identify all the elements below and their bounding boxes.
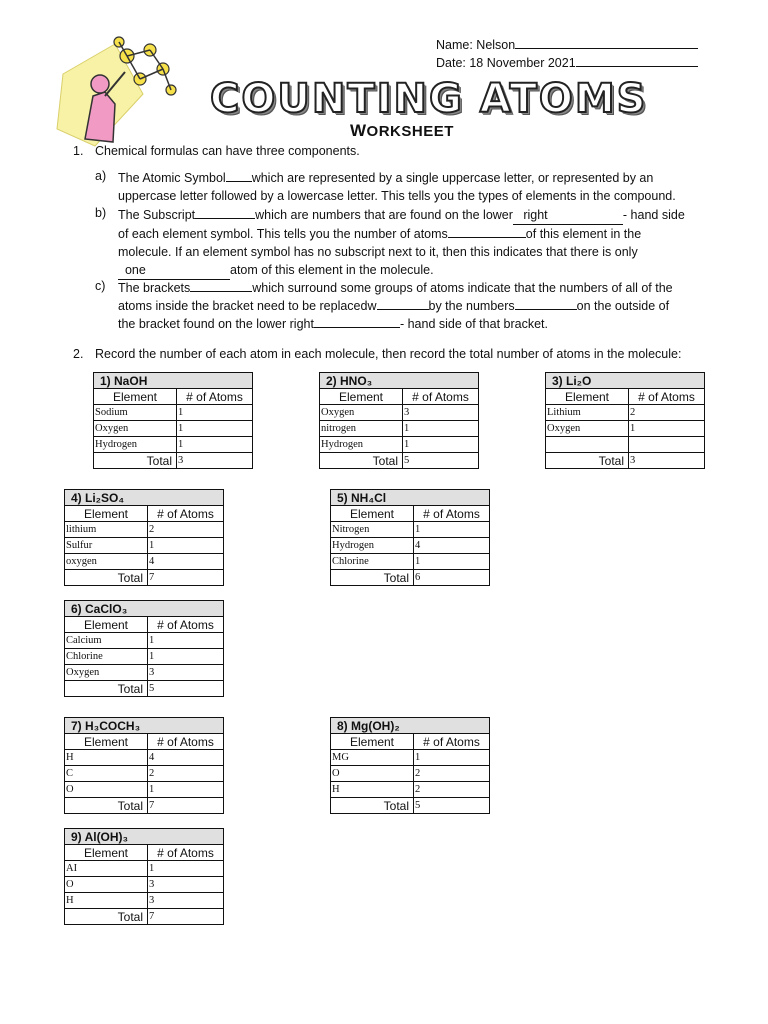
column-header-row [320, 389, 479, 405]
total-cell[interactable]: 6 [414, 570, 490, 586]
table-title-row [546, 373, 705, 389]
total-cell[interactable]: 3 [177, 453, 253, 469]
element-cell[interactable]: MG [331, 750, 414, 766]
count-column-header: # of Atoms [148, 845, 224, 861]
total-cell[interactable]: 5 [403, 453, 479, 469]
atom-table [64, 489, 224, 586]
molecule-formula: Mg(OH)₂ [351, 718, 400, 733]
total-cell[interactable]: 7 [148, 798, 224, 814]
total-cell[interactable]: 5 [148, 681, 224, 697]
molecule-title [65, 601, 224, 617]
molecule-title [65, 490, 224, 506]
count-cell[interactable]: 1 [177, 405, 253, 421]
count-cell[interactable]: 3 [148, 893, 224, 909]
table-row [331, 750, 490, 766]
count-cell[interactable]: 2 [148, 522, 224, 538]
element-column-header: Element [546, 389, 629, 405]
q1c-blank-1[interactable] [190, 291, 252, 292]
table-row [94, 405, 253, 421]
table-row [65, 766, 224, 782]
table-row [546, 405, 705, 421]
q1a-letter: a) [95, 169, 107, 183]
molecule-number: 3) [552, 373, 563, 388]
q1c-letter: c) [95, 279, 106, 293]
atom-table [330, 489, 490, 586]
total-label: Total [331, 798, 414, 814]
molecule-number: 6) [71, 601, 82, 616]
table-title-row [331, 718, 490, 734]
total-row [94, 453, 253, 469]
table-title-row [320, 373, 479, 389]
atom-table [64, 717, 224, 814]
total-row [65, 681, 224, 697]
molecule-title [331, 718, 490, 734]
element-column-header: Element [94, 389, 177, 405]
molecule-formula: Al(OH)₃ [84, 829, 129, 844]
element-column-header: Element [65, 734, 148, 750]
total-label: Total [65, 681, 148, 697]
table-title-row [65, 829, 224, 845]
element-cell[interactable]: Hydrogen [331, 538, 414, 554]
count-column-header: # of Atoms [177, 389, 253, 405]
count-cell[interactable]: 1 [414, 554, 490, 570]
molecule-number: 8) [337, 718, 348, 733]
element-cell[interactable]: H [65, 893, 148, 909]
atom-table [330, 717, 490, 814]
molecule-formula: CaClO₃ [85, 601, 128, 616]
table-row [65, 649, 224, 665]
molecule-number: 9) [71, 829, 82, 844]
element-cell[interactable]: O [65, 782, 148, 798]
table-title-row [65, 490, 224, 506]
element-column-header: Element [65, 617, 148, 633]
table-title-row [94, 373, 253, 389]
q1-text: Chemical formulas can have three components. [95, 144, 360, 158]
total-label: Total [65, 909, 148, 925]
table-row [65, 522, 224, 538]
table-row [331, 782, 490, 798]
q1a-text: The Atomic Symbol which are represented by a single uppercase letter, or represented by an uppercase letter followed by a lowercase letter. This tells you the types of elements in the compound. [118, 171, 676, 203]
molecule-formula: NH₄Cl [351, 490, 387, 505]
element-cell[interactable]: Chlorine [331, 554, 414, 570]
element-cell[interactable]: Hydrogen [94, 437, 177, 453]
table-row [65, 877, 224, 893]
molecule-number: 5) [337, 490, 348, 505]
count-column-header: # of Atoms [148, 506, 224, 522]
total-row [65, 570, 224, 586]
element-cell[interactable]: Oxygen [94, 421, 177, 437]
table-row [65, 782, 224, 798]
element-column-header: Element [65, 506, 148, 522]
worksheet-subtitle: WORKSHEET [350, 121, 454, 140]
count-cell[interactable]: 3 [148, 665, 224, 681]
count-cell[interactable]: 1 [148, 782, 224, 798]
table-row [65, 633, 224, 649]
column-header-row [65, 617, 224, 633]
table-row [331, 538, 490, 554]
table-row [320, 437, 479, 453]
total-row [65, 909, 224, 925]
column-header-row [65, 734, 224, 750]
table-row [331, 522, 490, 538]
total-label: Total [94, 453, 177, 469]
molecule-formula: Li₂O [566, 373, 592, 388]
element-cell[interactable]: Oxygen [546, 421, 629, 437]
q1-number: 1. [73, 144, 84, 158]
table-row [65, 554, 224, 570]
table-row [65, 893, 224, 909]
count-cell[interactable]: 1 [148, 649, 224, 665]
q1b-blank-2[interactable] [448, 237, 526, 238]
molecule-formula: Li₂SO₄ [85, 490, 125, 505]
total-label: Total [65, 570, 148, 586]
element-cell[interactable]: O [65, 877, 148, 893]
molecule-title [546, 373, 705, 389]
total-cell[interactable]: 7 [148, 570, 224, 586]
name-label: Name: Nelson [436, 38, 516, 52]
table-row [331, 766, 490, 782]
element-cell[interactable]: oxygen [65, 554, 148, 570]
count-cell[interactable]: 2 [414, 782, 490, 798]
molecule-formula: H₃COCH₃ [85, 718, 141, 733]
element-cell[interactable]: Chlorine [65, 649, 148, 665]
total-row [65, 798, 224, 814]
table-row [94, 421, 253, 437]
count-column-header: # of Atoms [414, 506, 490, 522]
count-column-header: # of Atoms [414, 734, 490, 750]
total-label: Total [331, 570, 414, 586]
table-row [65, 750, 224, 766]
count-cell[interactable]: 2 [629, 405, 705, 421]
table-row [94, 437, 253, 453]
count-column-header: # of Atoms [148, 734, 224, 750]
element-column-header: Element [331, 506, 414, 522]
q1b-letter: b) [95, 206, 107, 220]
total-label: Total [65, 798, 148, 814]
column-header-row [331, 734, 490, 750]
count-cell[interactable]: 1 [414, 522, 490, 538]
molecule-number: 4) [71, 490, 82, 505]
name-line [436, 36, 706, 52]
count-cell[interactable] [629, 437, 705, 453]
total-label: Total [546, 453, 629, 469]
total-row [331, 798, 490, 814]
count-cell[interactable]: 1 [148, 861, 224, 877]
table-row [65, 861, 224, 877]
q2-number: 2. [73, 347, 84, 361]
table-row [65, 665, 224, 681]
count-cell[interactable]: 1 [403, 421, 479, 437]
element-cell[interactable]: C [65, 766, 148, 782]
table-row [320, 405, 479, 421]
count-cell[interactable]: 1 [148, 633, 224, 649]
column-header-row [331, 506, 490, 522]
element-cell[interactable]: O [331, 766, 414, 782]
element-column-header: Element [320, 389, 403, 405]
count-cell[interactable]: 1 [403, 437, 479, 453]
element-cell[interactable]: lithium [65, 522, 148, 538]
q1c-blank-2[interactable] [377, 309, 429, 310]
molecule-number: 7) [71, 718, 82, 733]
count-cell[interactable]: 4 [148, 554, 224, 570]
q1b-blank-1[interactable] [195, 218, 255, 219]
element-cell[interactable]: Sulfur [65, 538, 148, 554]
count-cell[interactable]: 4 [148, 750, 224, 766]
element-cell[interactable]: Oxygen [320, 405, 403, 421]
molecule-title [65, 718, 224, 734]
column-header-row [65, 845, 224, 861]
atom-table [319, 372, 479, 469]
molecule-title [65, 829, 224, 845]
total-row [331, 570, 490, 586]
count-cell[interactable]: 1 [414, 750, 490, 766]
total-row [546, 453, 705, 469]
q1b-blank-count[interactable]: one [118, 261, 230, 280]
element-column-header: Element [331, 734, 414, 750]
atom-table [64, 600, 224, 697]
element-cell[interactable]: Oxygen [65, 665, 148, 681]
count-cell[interactable]: 2 [148, 766, 224, 782]
q1c-blank-4[interactable] [314, 327, 400, 328]
element-cell[interactable]: Lithium [546, 405, 629, 421]
column-header-row [94, 389, 253, 405]
total-label: Total [320, 453, 403, 469]
element-cell[interactable]: AI [65, 861, 148, 877]
molecule-title [320, 373, 479, 389]
count-cell[interactable]: 1 [148, 538, 224, 554]
total-cell[interactable]: 3 [629, 453, 705, 469]
scientist-clipart [55, 34, 185, 149]
q1c-text: The brackets which surround some groups of atoms indicate that the numbers of all of the atoms inside the bracket need to be replacedw by the numbers on the outside of the bracket found on the lower right - hand side of that bracket. [118, 281, 673, 331]
table-row [331, 554, 490, 570]
element-cell[interactable]: Hydrogen [320, 437, 403, 453]
count-column-header: # of Atoms [403, 389, 479, 405]
q1a-blank[interactable] [226, 181, 252, 182]
atom-table [93, 372, 253, 469]
element-cell[interactable]: Nitrogen [331, 522, 414, 538]
molecule-title [331, 490, 490, 506]
count-cell[interactable]: 1 [629, 421, 705, 437]
molecule-number: 2) [326, 373, 337, 388]
count-cell[interactable]: 1 [177, 437, 253, 453]
molecule-number: 1) [100, 373, 111, 388]
table-row [546, 437, 705, 453]
count-cell[interactable]: 1 [177, 421, 253, 437]
count-cell[interactable]: 4 [414, 538, 490, 554]
q2-text: Record the number of each atom in each molecule, then record the total number of atoms in the molecule: [95, 347, 682, 361]
count-cell[interactable]: 3 [403, 405, 479, 421]
q1b-text: The Subscript which are numbers that are found on the lower right - hand side of each element symbol. This tells you the number of atoms of this element in the molecule. If an element symbol has no subscript next to it, then this indicates that there is only one atom of this element in the molecule. [118, 206, 708, 280]
total-row [320, 453, 479, 469]
total-cell[interactable]: 5 [414, 798, 490, 814]
table-title-row [65, 601, 224, 617]
table-title-row [65, 718, 224, 734]
atom-table [64, 828, 224, 925]
element-column-header: Element [65, 845, 148, 861]
element-cell[interactable]: Sodium [94, 405, 177, 421]
table-row [65, 538, 224, 554]
column-header-row [65, 506, 224, 522]
element-cell[interactable]: nitrogen [320, 421, 403, 437]
total-cell[interactable]: 7 [148, 909, 224, 925]
molecule-formula: NaOH [114, 373, 148, 388]
element-cell[interactable] [546, 437, 629, 453]
table-row [320, 421, 479, 437]
count-column-header: # of Atoms [148, 617, 224, 633]
count-cell[interactable]: 2 [414, 766, 490, 782]
count-column-header: # of Atoms [629, 389, 705, 405]
date-label: Date: 18 November 2021 [436, 56, 576, 70]
element-cell[interactable]: H [65, 750, 148, 766]
molecule-title [94, 373, 253, 389]
worksheet-title: COUNTING ATOMS [210, 76, 648, 122]
column-header-row [546, 389, 705, 405]
molecule-formula: HNO₃ [340, 373, 373, 388]
table-title-row [331, 490, 490, 506]
element-cell[interactable]: Calcium [65, 633, 148, 649]
q1c-blank-3[interactable] [515, 309, 577, 310]
q1b-blank-side[interactable]: right [513, 206, 623, 225]
table-row [546, 421, 705, 437]
element-cell[interactable]: H [331, 782, 414, 798]
atom-table [545, 372, 705, 469]
date-line [436, 54, 706, 70]
count-cell[interactable]: 3 [148, 877, 224, 893]
